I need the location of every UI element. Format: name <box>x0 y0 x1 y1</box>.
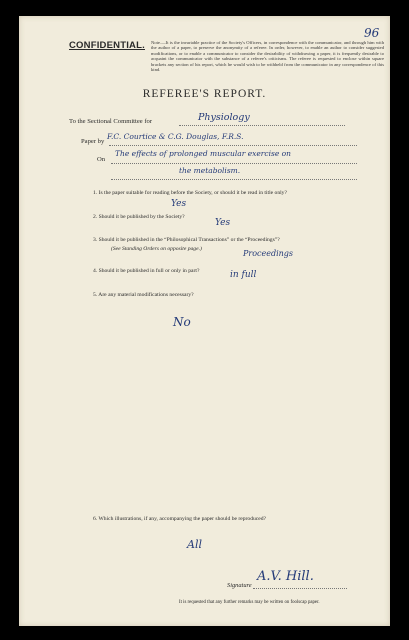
signature-value: A.V. Hill. <box>257 569 314 584</box>
answer-4: in full <box>230 270 257 280</box>
footer-note: It is requested that any further remarks may be written on foolscap paper. <box>179 600 320 605</box>
answer-1: Yes <box>171 199 187 209</box>
report-form <box>19 16 390 626</box>
question-3: 3. Should it be published in the “Philosophical Transactions” or the “Proceedings”? <box>93 237 280 243</box>
subject-line-2: the metabolism. <box>179 166 241 175</box>
question-5: 5. Are any material modifications necessary? <box>93 292 194 298</box>
confidentiality-note: Note.—It is the invariable practice of the Society's Officers, in correspondence with the communicator, and through him with the author of a paper, to preserve the anonymity of a referee. In order, however, to enable an author to consider suggested modifications, or to enable a communicator to consider the desirability of withdrawing a paper, it is frequently desirable to acquaint the communicator with the substance of a referee's criticisms. The referee is requested to enclose within square brackets any section of his report, which he would wish to be withheld from the communicator in any correspondence of this kind. <box>151 40 384 73</box>
question-6: 6. Which illustrations, if any, accompanying the paper should be reproduced? <box>93 516 267 522</box>
question-2: 2. Should it be published by the Society? <box>93 214 185 220</box>
signature-label: Signature <box>227 582 252 589</box>
answer-6: All <box>187 538 202 551</box>
report-title: REFEREE'S REPORT. <box>142 88 267 100</box>
subject-rule-2 <box>111 179 357 180</box>
paper-by-rule <box>109 145 357 146</box>
page-number: 96 <box>364 26 380 40</box>
question-1: 1. Is the paper suitable for reading before the Society, or should it be read in title only? <box>93 190 287 196</box>
paper-by-label: Paper by <box>81 138 105 145</box>
committee-rule <box>179 125 345 126</box>
signature-rule <box>253 588 347 589</box>
confidential-heading: CONFIDENTIAL. <box>69 40 145 51</box>
answer-3: Proceedings <box>243 249 294 258</box>
committee-value: Physiology <box>198 112 250 123</box>
question-3-subtext: (See Standing Orders on opposite page.) <box>111 246 202 252</box>
subject-rule-1 <box>111 163 357 164</box>
question-4: 4. Should it be published in full or only in part? <box>93 268 200 274</box>
answer-5: No <box>173 315 191 329</box>
authors-value: F.C. Courtice & C.G. Douglas, F.R.S. <box>107 132 244 141</box>
committee-label: To the Sectional Committee for <box>69 118 153 125</box>
subject-label: On <box>97 156 106 163</box>
subject-line-1: The effects of prolonged muscular exercise on <box>115 149 292 158</box>
answer-2: Yes <box>215 218 231 228</box>
